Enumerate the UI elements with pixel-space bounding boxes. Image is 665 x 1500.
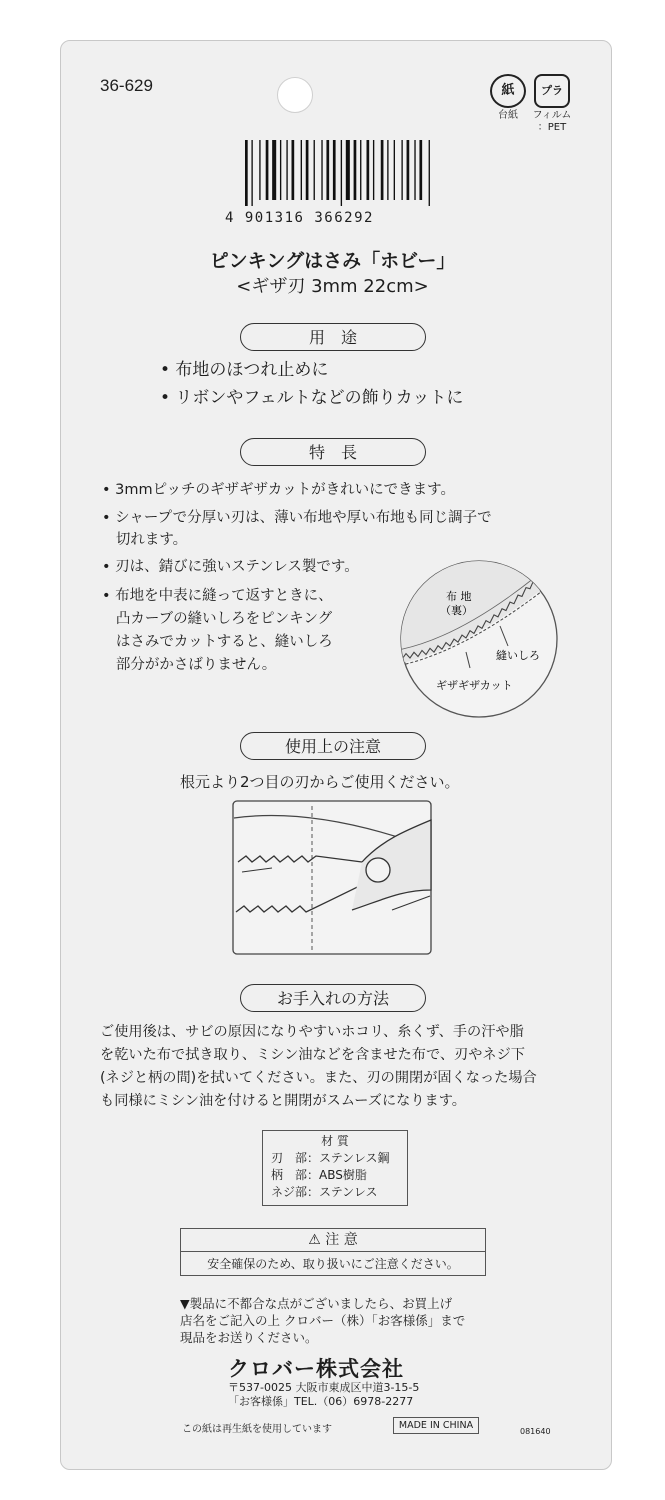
- care-line: ご使用後は、サビの原因になりやすいホコリ、糸くず、手の汗や脂: [100, 1024, 524, 1040]
- diagram-fabric-back-label: （裏）: [440, 604, 473, 617]
- contact-line: ▼製品に不都合な点がございましたら、お買上げ: [180, 1296, 453, 1311]
- scissors-illustration: [232, 800, 432, 955]
- usage-notes-text: 根元より2つ目の刃からご使用ください。: [180, 773, 460, 791]
- materials-row: ネジ部：ステンレス: [271, 1185, 378, 1199]
- feature-item: • 刃は、錆びに強いステンレス製です。: [102, 559, 359, 575]
- company-address: 〒537-0025 大阪市東成区中道3-15-5: [228, 1381, 420, 1394]
- materials-row: 刃 部：ステンレス鋼: [271, 1151, 390, 1165]
- contact-line: 店名をご記入の上 クロバー（株）「お客様係」まで: [180, 1313, 466, 1328]
- caution-box: [180, 1228, 486, 1276]
- feature-item: 切れます。: [102, 532, 188, 548]
- materials-box: [262, 1130, 408, 1206]
- feature-item: • シャープで分厚い刃は、薄い布地や厚い布地も同じ調子で: [102, 510, 492, 526]
- plastic-label-2: ：PET: [537, 122, 567, 133]
- seam-allowance-diagram: [396, 556, 562, 722]
- usage-notes-heading: 使用上の注意: [240, 732, 426, 760]
- plastic-recycling-icon: [530, 74, 574, 134]
- feature-item: 凸カーブの縫いしろをピンキング: [102, 611, 333, 627]
- contact-text: [180, 1295, 465, 1346]
- diagram-seam-label: 縫いしろ: [496, 649, 540, 662]
- caution-text: 安全確保のため、取り扱いにご注意ください。: [207, 1257, 459, 1271]
- care-line: を乾いた布で拭き取り、ミシン油などを含ませた布で、刃やネジ下: [100, 1047, 525, 1063]
- paper-mark: 紙: [490, 74, 526, 108]
- product-subtitle: <ギザ刃 3mm 22cm>: [236, 276, 429, 297]
- caution-header: [181, 1229, 485, 1252]
- caution-heading: 注 意: [325, 1232, 358, 1248]
- feature-item: はさみでカットすると、縫いしろ: [102, 634, 333, 650]
- care-line: (ネジと柄の間)を拭いてください。また、刃の開閉が固くなった場合: [100, 1070, 537, 1086]
- care-line: も同様にミシン油を付けると開閉がスムーズになります。: [100, 1093, 466, 1109]
- feature-item: • 3mmピッチのギザギザカットがきれいにできます。: [102, 482, 455, 498]
- product-title: ピンキングはさみ「ホビー」: [209, 250, 456, 272]
- diagram-cut-label: ギザギザカット: [436, 679, 513, 692]
- print-code: 081640: [520, 1427, 551, 1436]
- barcode: [245, 140, 465, 206]
- materials-row: 柄 部：ABS樹脂: [271, 1168, 367, 1182]
- company-name: クロバー株式会社: [228, 1357, 404, 1381]
- barcode-number: 4 901316 366292: [225, 210, 374, 226]
- contact-line: 現品をお送りください。: [180, 1330, 318, 1345]
- uses-heading: 用 途: [240, 323, 426, 351]
- made-in-label: MADE IN CHINA: [393, 1417, 479, 1434]
- hang-hole: [277, 77, 313, 113]
- plastic-label-1: フィルム: [532, 110, 572, 121]
- features-heading: 特 長: [240, 438, 426, 466]
- materials-heading: 材 質: [321, 1134, 349, 1148]
- paper-label: 台紙: [498, 110, 518, 121]
- plastic-mark: プラ: [534, 74, 570, 108]
- warning-icon: ⚠: [308, 1232, 321, 1248]
- uses-item: • 布地のほつれ止めに: [160, 360, 329, 380]
- feature-item: 部分がかさばりません。: [102, 657, 277, 673]
- feature-item: • 布地を中表に縫って返すときに、: [102, 588, 333, 604]
- recycled-paper-note: この紙は再生紙を使用しています: [182, 1424, 332, 1435]
- company-phone: 「お客様係」TEL.（06）6978-2277: [228, 1395, 414, 1408]
- diagram-fabric-label: 布 地: [446, 590, 472, 603]
- care-heading: お手入れの方法: [240, 984, 426, 1012]
- uses-item: • リボンやフェルトなどの飾りカットに: [160, 388, 464, 408]
- product-code: 36-629: [100, 76, 153, 95]
- paper-recycling-icon: [486, 74, 530, 122]
